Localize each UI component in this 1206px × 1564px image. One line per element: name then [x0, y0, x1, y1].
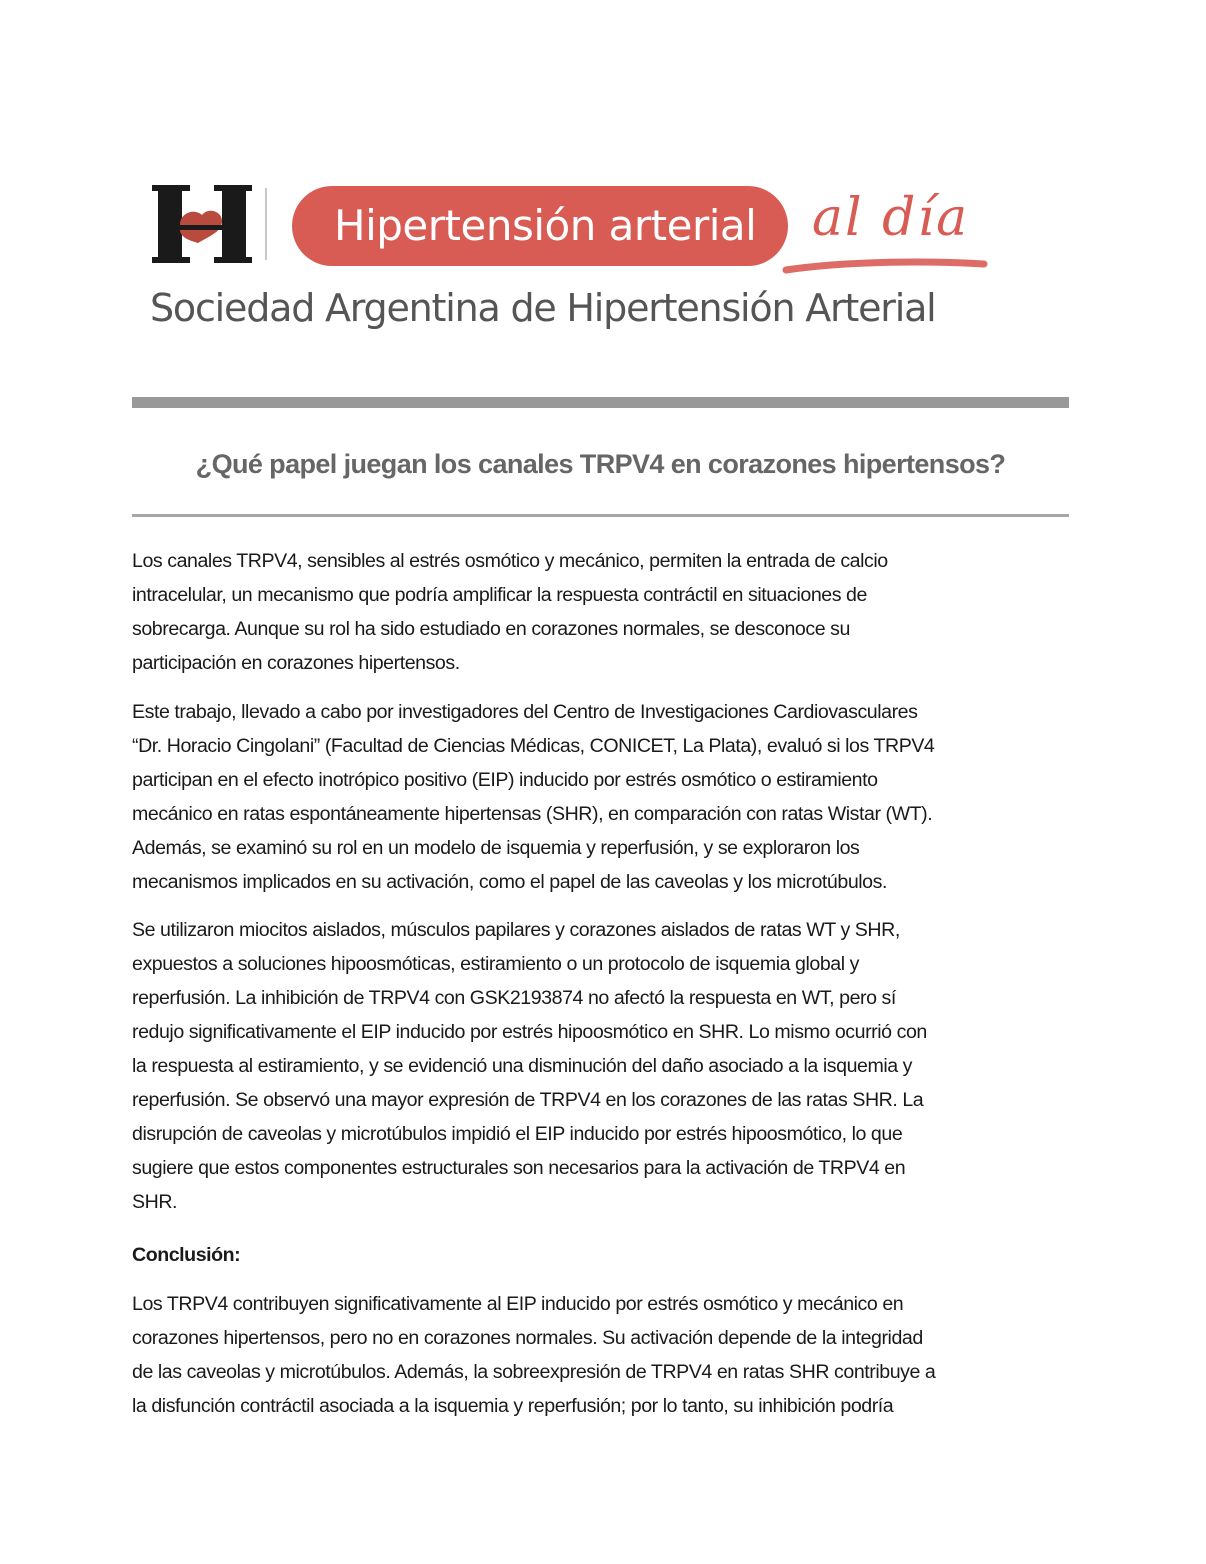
- text-line: Este trabajo, llevado a cabo por investigadores del Centro de Investigaciones Cardiovasculares: [132, 701, 918, 723]
- text-line: Se utilizaron miocitos aislados, músculos papilares y corazones aislados de ratas WT y SHR,: [132, 919, 900, 941]
- paragraph-study: [132, 695, 1072, 899]
- text-line: participan en el efecto inotrópico positivo (EIP) inducido por estrés osmótico o estiramiento: [132, 769, 878, 791]
- text-line: Además, se examinó su rol en un modelo de isquemia y reperfusión, y se exploraron los: [132, 837, 860, 859]
- logo-divider: [265, 188, 267, 260]
- publication-pill: Hipertensión arterial: [292, 186, 788, 266]
- text-line: participación en corazones hipertensos.: [132, 652, 460, 674]
- tagline-al-dia: al día: [812, 188, 970, 248]
- text-line: sugiere que estos componentes estructurales son necesarios para la activación de TRPV4 en: [132, 1157, 906, 1179]
- text-line: mecanismos implicados en su activación, como el papel de las caveolas y los microtúbulos.: [132, 871, 887, 893]
- conclusion-heading: Conclusión:: [132, 1244, 241, 1266]
- text-line: la disfunción contráctil asociada a la isquemia y reperfusión; por lo tanto, su inhibición podría: [132, 1395, 894, 1417]
- text-line: corazones hipertensos, pero no en corazones normales. Su activación depende de la integridad: [132, 1327, 923, 1349]
- text-line: sobrecarga. Aunque su rol ha sido estudiado en corazones normales, se desconoce su: [132, 618, 850, 640]
- text-line: intracelular, un mecanismo que podría amplificar la respuesta contráctil en situaciones de: [132, 584, 867, 606]
- society-name: Sociedad Argentina de Hipertensión Arterial: [150, 286, 936, 330]
- paragraph-intro: [132, 544, 1072, 680]
- text-line: redujo significativamente el EIP inducido por estrés hipoosmótico en SHR. Lo mismo ocurrió con: [132, 1021, 927, 1043]
- text-line: expuestos a soluciones hipoosmóticas, estiramiento o un protocolo de isquemia global y: [132, 953, 859, 975]
- text-line: la respuesta al estiramiento, y se evidenció una disminución del daño asociado a la isquemia y: [132, 1055, 913, 1077]
- text-line: reperfusión. La inhibición de TRPV4 con GSK2193874 no afectó la respuesta en WT, pero sí: [132, 987, 896, 1009]
- text-line: SHR.: [132, 1191, 178, 1213]
- paragraph-methods-results: [132, 913, 1072, 1219]
- text-line: Los TRPV4 contribuyen significativamente al EIP inducido por estrés osmótico y mecánico en: [132, 1293, 904, 1315]
- paragraph-conclusion: [132, 1287, 1072, 1423]
- article-title: ¿Qué papel juegan los canales TRPV4 en corazones hipertensos?: [195, 449, 1006, 479]
- h-heart-logo-icon: [152, 185, 252, 263]
- text-line: disrupción de caveolas y microtúbulos impidió el EIP inducido por estrés hipoosmótico, lo que: [132, 1123, 903, 1145]
- brush-underline-icon: [780, 256, 990, 276]
- title-divider: [132, 514, 1069, 517]
- text-line: reperfusión. Se observó una mayor expresión de TRPV4 en los corazones de las ratas SHR. La: [132, 1089, 924, 1111]
- text-line: Los canales TRPV4, sensibles al estrés osmótico y mecánico, permiten la entrada de calcio: [132, 550, 888, 572]
- header-divider: [132, 397, 1069, 408]
- text-line: “Dr. Horacio Cingolani” (Facultad de Ciencias Médicas, CONICET, La Plata), evaluó si los TRPV4: [132, 735, 935, 757]
- text-line: de las caveolas y microtúbulos. Además, la sobreexpresión de TRPV4 en ratas SHR contribuye a: [132, 1361, 936, 1383]
- text-line: mecánico en ratas espontáneamente hipertensas (SHR), en comparación con ratas Wistar (WT).: [132, 803, 933, 825]
